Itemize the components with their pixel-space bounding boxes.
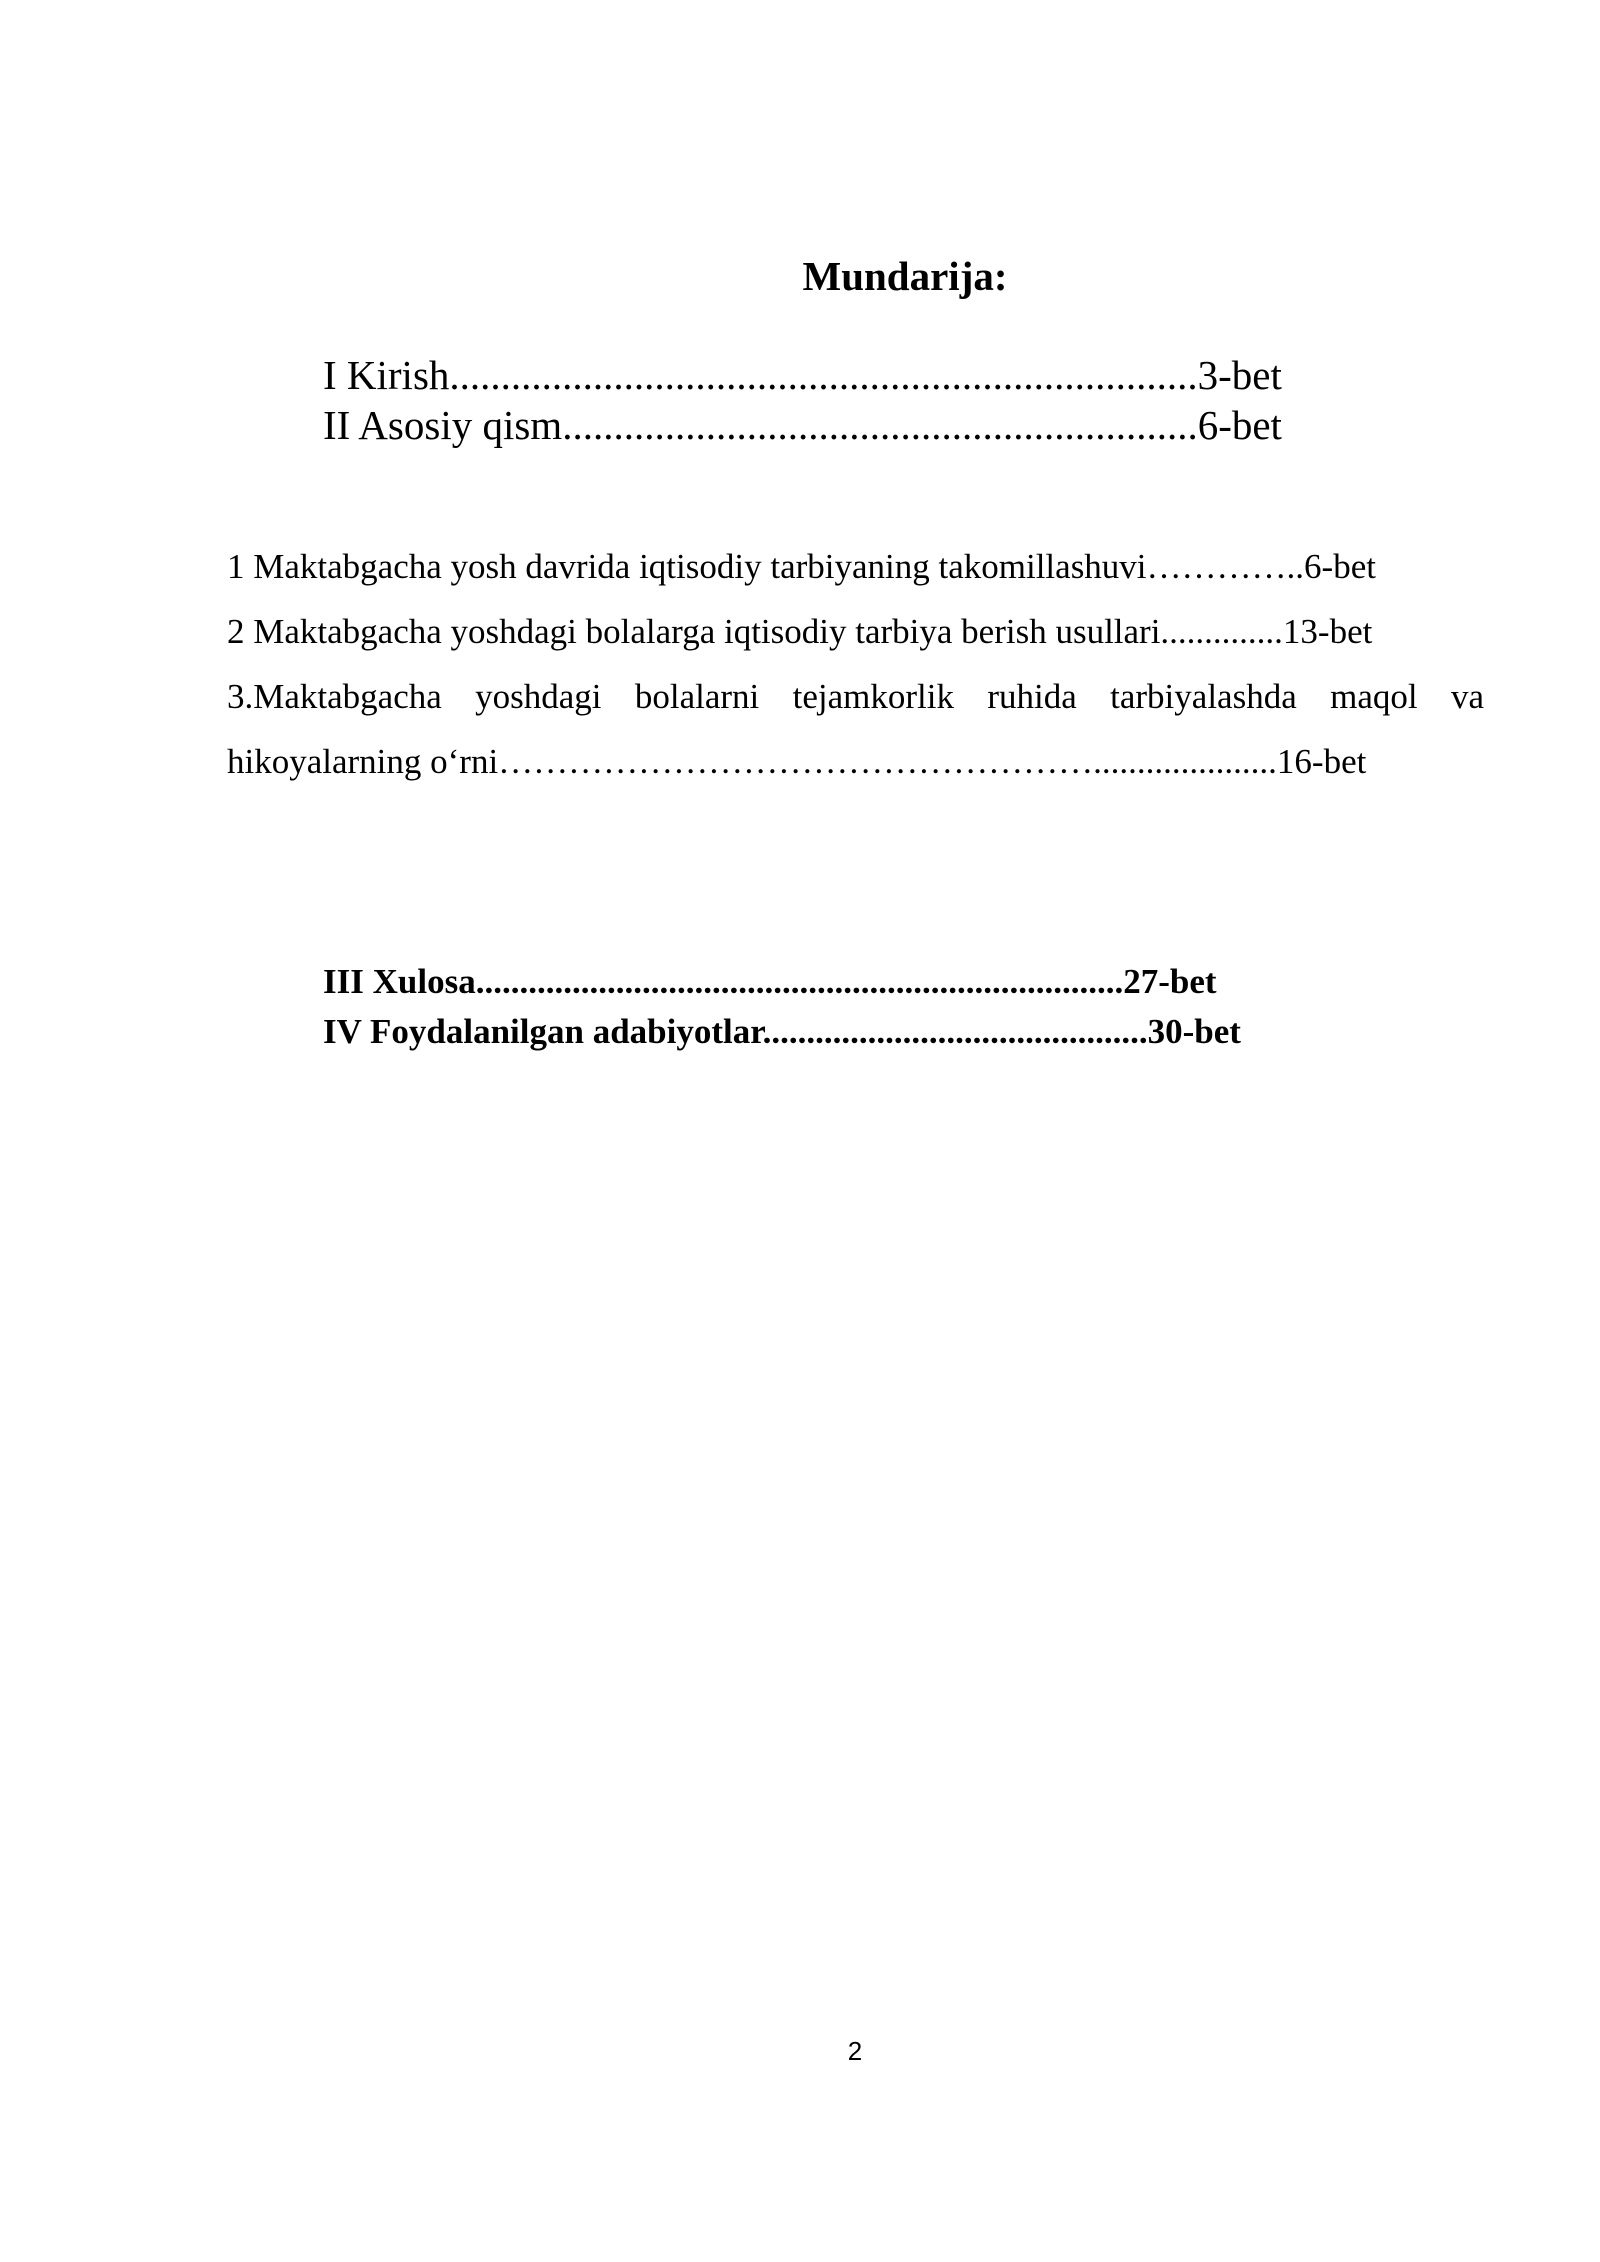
toc-title: Mundarija: <box>802 253 1008 299</box>
toc-entry-section-2: 2 Maktabgacha yoshdagi bolalarga iqtisodiy tarbiya berish usullari..............13-bet <box>227 612 1373 651</box>
toc-entry-section-3-line-1: 3.Maktabgacha yoshdagi bolalarni tejamkorlik ruhida tarbiyalashda maqol va <box>227 677 1484 716</box>
toc-entry-section-3-line-2: hikoyalarning o‘rni…………………………………………….....................16-bet <box>227 742 1367 781</box>
page-number: 2 <box>847 2036 863 2066</box>
toc-entry-references: IV Foydalanilgan adabiyotlar............................................30-bet <box>323 1012 1241 1051</box>
toc-entry-main-part: II Asosiy qism..............................................................6-bet <box>323 402 1282 448</box>
toc-entry-introduction: I Kirish.........................................................................3-bet <box>323 352 1282 398</box>
toc-entry-conclusion: III Xulosa..........................................................................27-bet <box>323 962 1217 1001</box>
toc-entry-section-1: 1 Maktabgacha yosh davrida iqtisodiy tarbiyaning takomillashuvi…………..6-bet <box>227 547 1376 586</box>
